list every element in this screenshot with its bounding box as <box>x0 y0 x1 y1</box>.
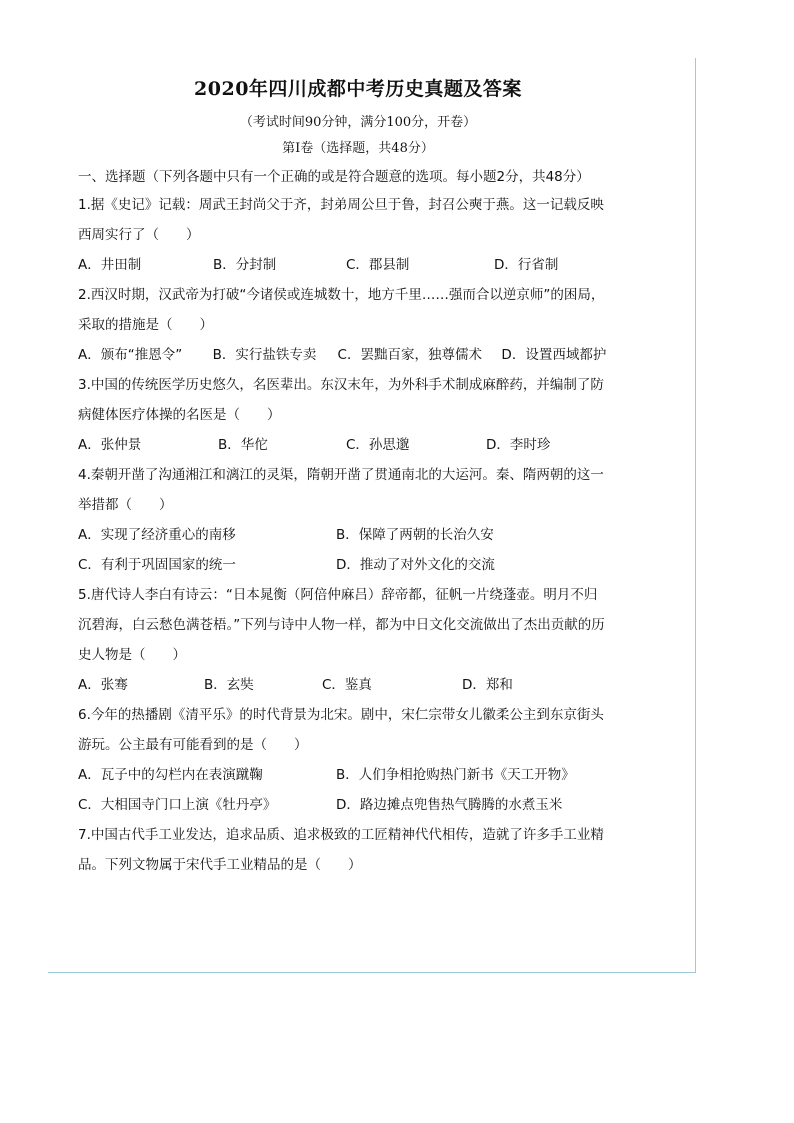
option-a: A．实现了经济重心的南移 <box>78 527 236 543</box>
option-c: C．有利于巩固国家的统一 <box>78 557 236 573</box>
question-options <box>78 670 638 700</box>
question-options <box>78 340 638 370</box>
question-4 <box>78 460 638 580</box>
option-c: C．鉴真 <box>322 677 372 693</box>
option-b: B．保障了两朝的长治久安 <box>336 527 494 543</box>
option-b: B．分封制 <box>213 257 277 273</box>
question-text-line: 3.中国的传统医学历史悠久，名医辈出。东汉末年，为外科手术制成麻醉药，并编制了防 <box>78 377 604 393</box>
option-c: C．罢黜百家，独尊儒术 <box>337 347 482 363</box>
question-5 <box>78 580 638 700</box>
question-options <box>78 430 638 460</box>
option-c: C．孙思邈 <box>346 437 410 453</box>
question-text-line: 5.唐代诗人李白有诗云：“日本晁衡（阿倍仲麻吕）辞帝都，征帆一片绕蓬壶。明月不归 <box>78 587 598 603</box>
question-7 <box>78 820 638 880</box>
question-text-line: 4.秦朝开凿了沟通湘江和漓江的灵渠，隋朝开凿了贯通南北的大运河。秦、隋两朝的这一 <box>78 467 604 483</box>
question-text-line: 7.中国古代手工业发达，追求品质、追求极致的工匠精神代代相传，造就了许多手工业精 <box>78 827 604 843</box>
page-margin-line-right <box>695 58 696 973</box>
question-1 <box>78 190 638 280</box>
question-text-line: 游玩。公主最有可能看到的是（ ） <box>78 737 308 753</box>
option-b: B．实行盐铁专卖 <box>212 347 317 363</box>
option-c: C．大相国寺门口上演《牡丹亭》 <box>78 797 277 813</box>
option-d: D．李时珍 <box>486 437 551 453</box>
question-options <box>78 790 638 820</box>
option-c: C．郡县制 <box>346 257 410 273</box>
exam-content <box>78 72 638 880</box>
question-2 <box>78 280 638 370</box>
question-options <box>78 250 638 280</box>
question-6 <box>78 700 638 820</box>
question-options <box>78 760 638 790</box>
option-b: B．华佗 <box>218 437 268 453</box>
option-d: D．推动了对外文化的交流 <box>336 557 495 573</box>
option-d: D．路边摊点兜售热气腾腾的水煮玉米 <box>336 797 563 813</box>
option-a: A．颁布“推恩令” <box>78 347 183 363</box>
option-a: A．张仲景 <box>78 437 142 453</box>
exam-title: 2020年四川成都中考历史真题及答案 <box>194 78 522 100</box>
question-text-line: 举措都（ ） <box>78 497 173 513</box>
question-text-line: 西周实行了（ ） <box>78 227 200 243</box>
question-text-line: 2.西汉时期，汉武帝为打破“今诸侯或连城数十，地方千里……强而合以逆京师”的困局， <box>78 287 605 303</box>
question-text-line: 沉碧海，白云愁色满苍梧。”下列与诗中人物一样，都为中日文化交流做出了杰出贡献的历 <box>78 617 605 633</box>
question-text-line: 采取的措施是（ ） <box>78 317 213 333</box>
exam-subtitle: （考试时间90分钟，满分100分，开卷） <box>239 115 477 130</box>
question-text-line: 病健体医疗体操的名医是（ ） <box>78 407 281 423</box>
option-b: B．玄奘 <box>204 677 254 693</box>
volume-heading: 第Ⅰ卷（选择题，共48分） <box>282 141 434 156</box>
question-text-line: 6.今年的热播剧《清平乐》的时代背景为北宋。剧中，宋仁宗带女儿徽柔公主到东京街头 <box>78 707 604 723</box>
question-3 <box>78 370 638 460</box>
question-options <box>78 550 638 580</box>
option-a: A．张骞 <box>78 677 128 693</box>
option-d: D．郑和 <box>462 677 513 693</box>
option-a: A．井田制 <box>78 257 142 273</box>
question-options <box>78 520 638 550</box>
question-text-line: 史人物是（ ） <box>78 647 186 663</box>
question-text-line: 品。下列文物属于宋代手工业精品的是（ ） <box>78 857 362 873</box>
option-a: A．瓦子中的勾栏内在表演蹴鞠 <box>78 767 263 783</box>
question-text-line: 1.据《史记》记载：周武王封尚父于齐，封弟周公旦于鲁，封召公奭于燕。这一记载反映 <box>78 197 604 213</box>
page-margin-line-bottom <box>48 972 696 973</box>
option-d: D．行省制 <box>494 257 559 273</box>
option-d: D．设置西域都护 <box>501 347 607 363</box>
section-heading: 一、选择题（下列各题中只有一个正确的或是符合题意的选项。每小题2分，共48分） <box>78 169 590 185</box>
option-b: B．人们争相抢购热门新书《天工开物》 <box>336 767 575 783</box>
